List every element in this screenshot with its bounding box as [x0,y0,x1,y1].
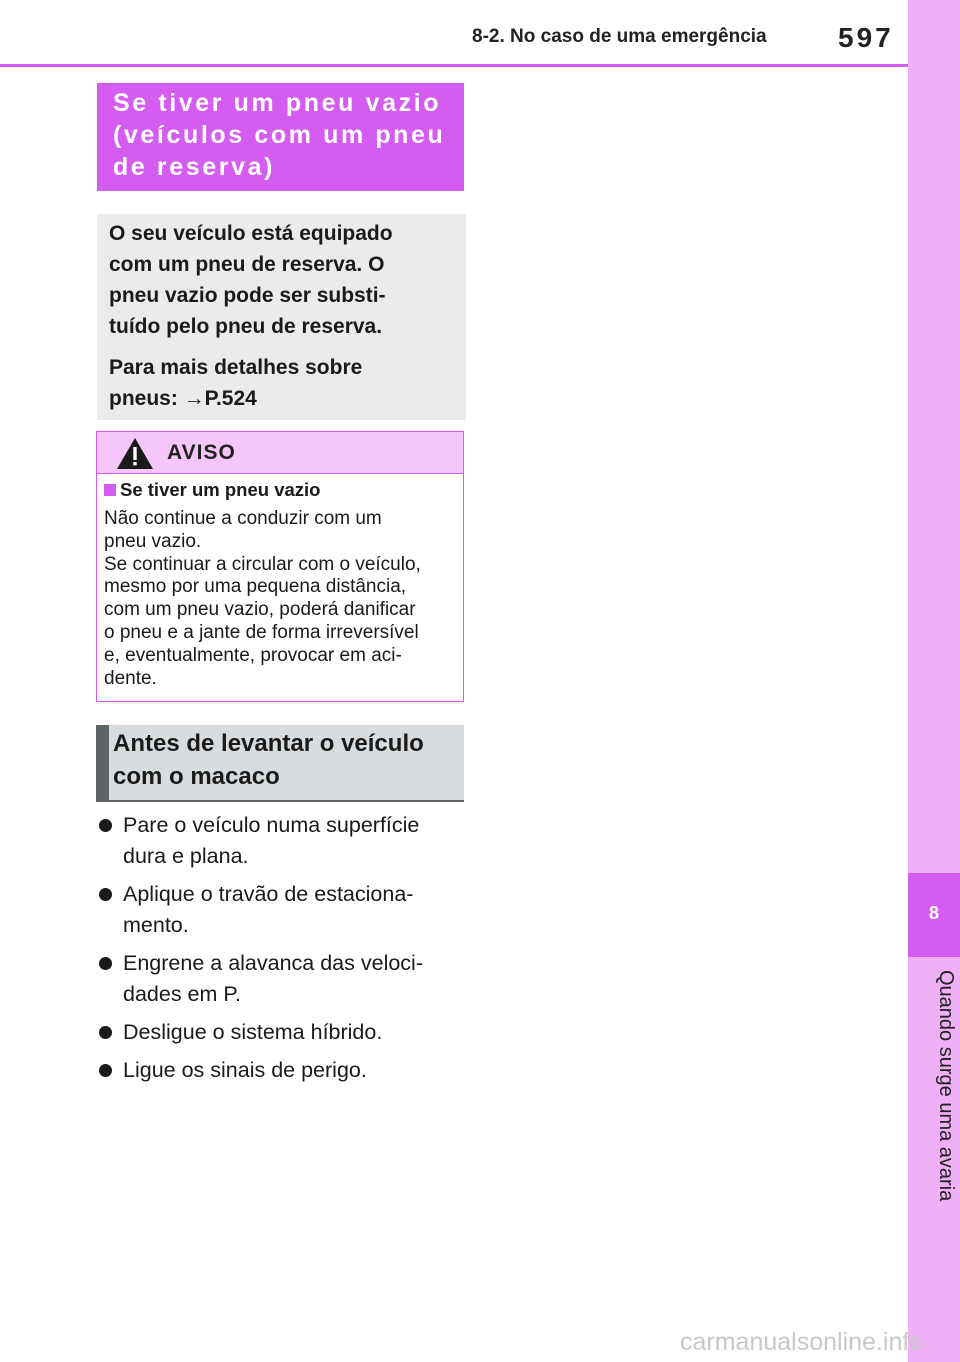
warning-box [96,431,464,702]
warning-body-line: com um pneu vazio, poderá danificar [104,599,416,621]
section-title-banner [97,83,464,191]
chapter-title: Quando surge uma avaria [935,970,957,1202]
header-section-title: 8-2. No caso de uma emergência [472,26,767,47]
warning-body-line: pneu vazio. [104,530,202,552]
list-item [97,1017,467,1048]
step-line: dura e plana. [123,844,249,868]
list-item [97,1055,467,1086]
warning-body-line: Se continuar a circular com o veículo, [104,553,421,575]
watermark: carmanualsonline.info [680,1328,924,1356]
step-line: mento. [123,913,189,937]
step-line: Aplique o travão de estaciona- [123,882,414,906]
section-title-line: (veículos com um pneu [113,121,446,149]
square-bullet-icon [104,484,116,496]
warning-body-line: mesmo por uma pequena distância, [104,576,407,598]
warning-body-line: Não continue a conduzir com um [104,508,382,529]
intro-detail-line: Para mais detalhes sobre [109,356,363,379]
section-title-line: de reserva) [113,153,276,181]
bullet-dot-icon [99,1026,112,1039]
bullet-dot-icon [99,1064,112,1077]
bullet-dot-icon [99,957,112,970]
intro-line: tuído pelo pneu de reserva. [109,315,383,338]
warning-body-line: dente. [104,667,157,689]
intro-gap [109,342,454,352]
warning-body [104,508,421,690]
reference-prefix: pneus: [109,387,184,410]
step-line: dades em P. [123,982,241,1006]
intro-box [97,214,466,420]
reference-arrow-icon: → [183,387,205,410]
page-number: 597 [838,22,894,53]
warning-triangle-icon [116,437,154,470]
warning-title: AVISO [167,441,236,464]
intro-line: O seu veículo está equipado [109,222,393,245]
chapter-number: 8 [928,903,939,923]
warning-body-line: o pneu e a jante de forma irreversível [104,621,419,643]
warning-subtitle-text: Se tiver um pneu vazio [120,479,321,500]
section-title-line: Se tiver um pneu vazio [113,89,442,117]
subsection-heading-line: com o macaco [113,763,280,790]
intro-line: com um pneu de reserva. O [109,253,385,276]
warning-header [97,432,463,474]
bullet-dot-icon [99,888,112,901]
bullet-dot-icon [99,819,112,832]
list-item [97,948,467,1010]
warning-subtitle [104,479,320,501]
subsection-heading-line: Antes de levantar o veículo [113,730,424,757]
step-line: Desligue o sistema híbrido. [123,1020,383,1044]
list-item [97,879,467,941]
warning-body-line: e, eventualmente, provocar em aci- [104,644,402,666]
intro-line: pneu vazio pode ser substi- [109,284,386,307]
list-item [97,810,467,872]
page-reference-link[interactable]: P.524 [204,387,257,410]
step-line: Pare o veículo numa superfície [123,813,420,837]
step-line: Ligue os sinais de perigo. [123,1058,367,1082]
subsection-heading [96,725,464,802]
intro-reference [109,383,454,414]
steps-list [97,810,467,1093]
step-line: Engrene a alavanca das veloci- [123,951,423,975]
header-divider [0,64,908,67]
